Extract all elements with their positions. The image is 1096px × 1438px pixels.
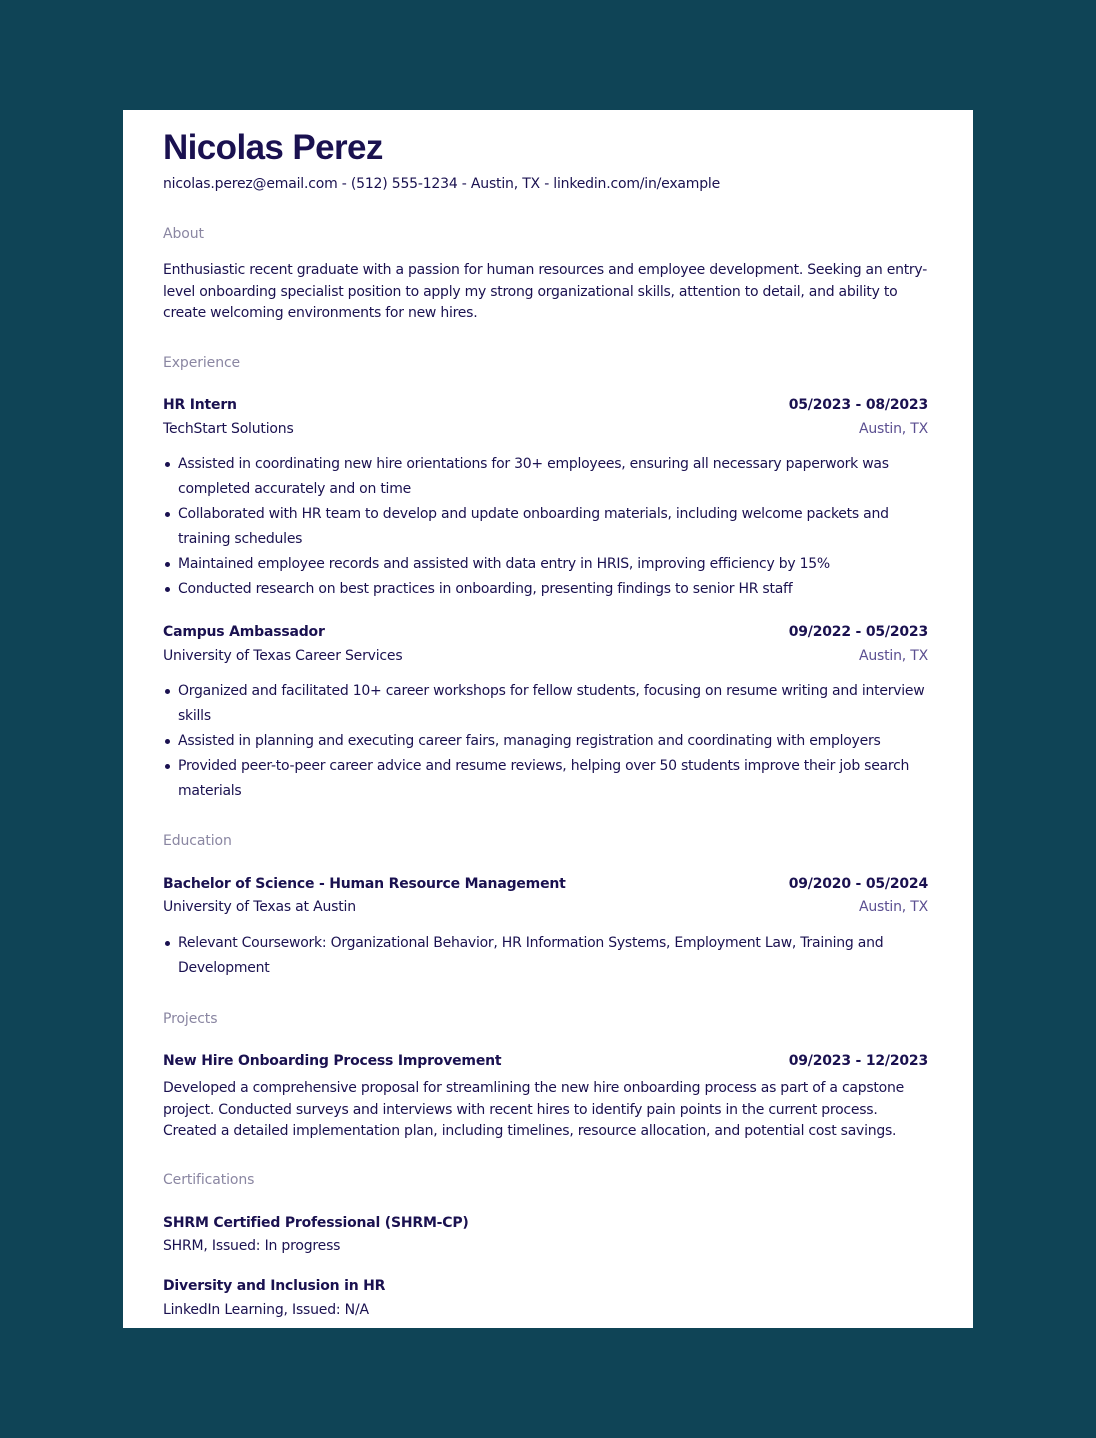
- candidate-name: Nicolas Perez: [163, 128, 383, 167]
- bullet-item: Collaborated with HR team to develop and update onboarding materials, including welcome packets and training schedules: [178, 502, 943, 552]
- section-title-about: About: [163, 226, 204, 242]
- bullet-item: Relevant Coursework: Organizational Behavior, HR Information Systems, Employment Law, Training and Development: [178, 931, 943, 981]
- school: University of Texas at Austin: [163, 899, 356, 915]
- bullet-item: Organized and facilitated 10+ career workshops for fellow students, focusing on resume writing and interview skills: [178, 679, 943, 729]
- bullet-item: Maintained employee records and assisted with data entry in HRIS, improving efficiency by 15%: [178, 552, 943, 577]
- job-dates: 09/2022 - 05/2023: [788, 624, 928, 640]
- certification-issuer-line: [163, 1238, 340, 1254]
- job-bullets: [163, 679, 943, 804]
- education-bullets: [163, 931, 943, 981]
- certification-issuer: SHRM: [163, 1238, 204, 1254]
- project-description: Developed a comprehensive proposal for streamlining the new hire onboarding process as part of a capstone project. Conducted surveys and interviews with recent hires to identify pain points in the current process. Created a detailed implementation plan, including timelines, resource allocation, and potential cost savings.: [163, 1080, 904, 1139]
- bullet-item: Provided peer-to-peer career advice and resume reviews, helping over 50 students improve their job search materials: [178, 754, 943, 804]
- job-organization: TechStart Solutions: [163, 421, 294, 437]
- contact-line: nicolas.perez@email.com - (512) 555-1234 - Austin, TX - linkedin.com/in/example: [163, 176, 721, 192]
- section-title-projects: Projects: [163, 1011, 218, 1027]
- job-location: Austin, TX: [858, 648, 928, 664]
- certification-issued: , Issued: In progress: [203, 1238, 341, 1254]
- school-location: Austin, TX: [858, 899, 928, 915]
- job-location: Austin, TX: [858, 421, 928, 437]
- about-text: Enthusiastic recent graduate with a passion for human resources and employee development. Seeking an entry-level onboarding specialist position to apply my strong organizational skills, attention to detail, and ability to create welcoming environments for new hires.: [163, 262, 928, 321]
- resume-page: [123, 110, 973, 1328]
- certification-issuer: LinkedIn Learning: [163, 1302, 284, 1318]
- degree: Bachelor of Science - Human Resource Management: [163, 876, 566, 892]
- section-title-experience: Experience: [163, 355, 241, 371]
- certification-issuer-line: [163, 1302, 369, 1318]
- bullet-item: Conducted research on best practices in onboarding, presenting findings to senior HR staff: [178, 577, 943, 602]
- certification-name: Diversity and Inclusion in HR: [163, 1278, 386, 1294]
- section-title-education: Education: [163, 833, 232, 849]
- bullet-item: Assisted in planning and executing career fairs, managing registration and coordinating with employers: [178, 729, 943, 754]
- section-title-certifications: Certifications: [163, 1172, 255, 1188]
- job-bullets: [163, 452, 943, 602]
- project-name: New Hire Onboarding Process Improvement: [163, 1053, 502, 1069]
- job-title: HR Intern: [163, 397, 237, 413]
- job-title: Campus Ambassador: [163, 624, 325, 640]
- job-dates: 05/2023 - 08/2023: [788, 397, 928, 413]
- certification-name: SHRM Certified Professional (SHRM-CP): [163, 1215, 469, 1231]
- education-dates: 09/2020 - 05/2024: [788, 876, 928, 892]
- certification-issued: , Issued: N/A: [283, 1302, 369, 1318]
- project-dates: 09/2023 - 12/2023: [788, 1053, 928, 1069]
- bullet-item: Assisted in coordinating new hire orientations for 30+ employees, ensuring all necessary paperwork was completed accurately and on time: [178, 452, 943, 502]
- job-organization: University of Texas Career Services: [163, 648, 403, 664]
